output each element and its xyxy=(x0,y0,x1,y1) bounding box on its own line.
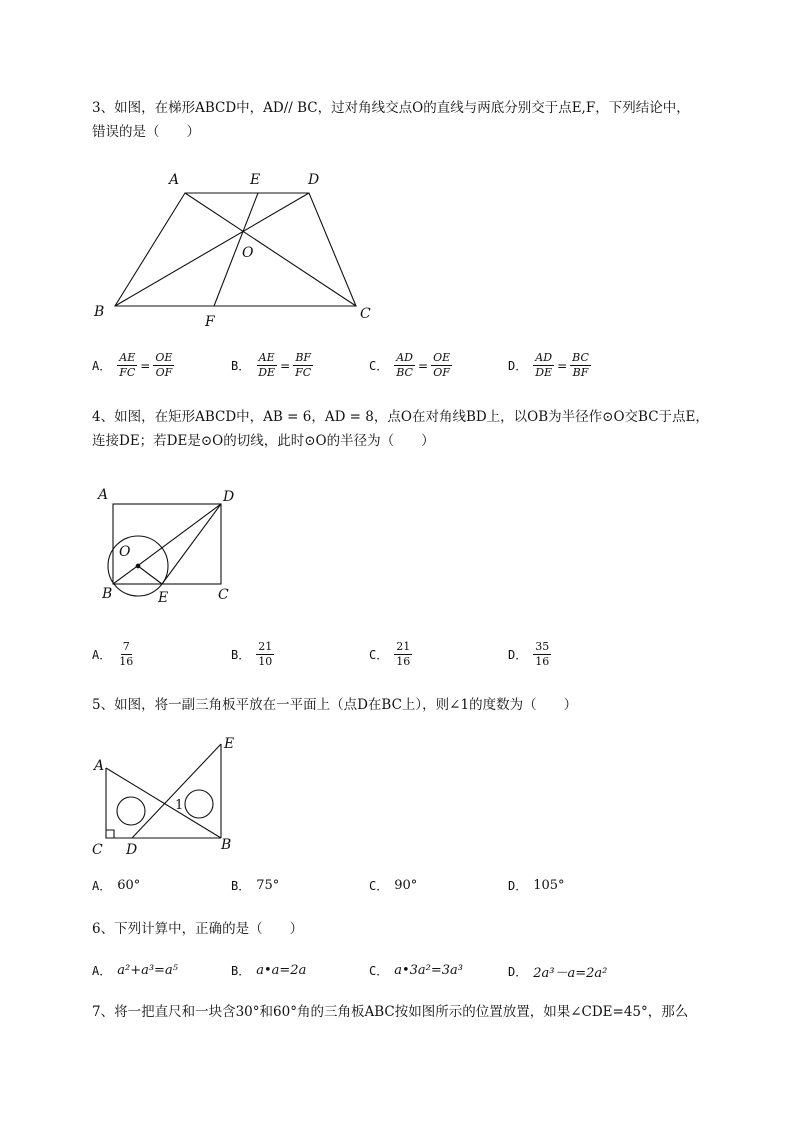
question-5-stem-line1: 5、如图，将一副三角板平放在一平面上（点D在BC上），则∠1的度数为（ ） xyxy=(92,697,578,713)
option-b[interactable]: B． $\frac{21}{10}$ xyxy=(231,640,273,668)
option-c[interactable]: C． 90° xyxy=(369,878,418,893)
option-a[interactable]: A． $\frac{7}{16}$ xyxy=(92,640,134,668)
option-a[interactable]: A． a²+a³=a⁵ xyxy=(92,963,178,978)
question-7-stem-line1: 7、将一把直尺和一块含30°和60°角的三角板ABC按如图所示的位置放置，如果∠CDE=45°，那么 xyxy=(92,1004,689,1020)
right-angle-marker xyxy=(106,830,114,838)
label-o: O xyxy=(242,245,254,261)
hypotenuse-ab xyxy=(106,768,221,838)
option-a[interactable]: A． $\frac{AE}{FC}$ = $\frac{OE}{OF}$ xyxy=(92,351,173,379)
option-c[interactable]: C． a•3a²=3a³ xyxy=(369,963,464,978)
question-3 xyxy=(92,96,690,144)
question-4 xyxy=(92,405,709,453)
hypotenuse-ed xyxy=(132,744,221,838)
label-a: A xyxy=(94,758,105,774)
option-b[interactable]: B． 75° xyxy=(231,878,280,893)
question-6-stem-line1: 6、下列计算中，正确的是（ ） xyxy=(92,921,304,937)
option-c[interactable]: C． $\frac{AD}{BC}$ = $\frac{OE}{OF}$ xyxy=(369,351,451,379)
label-c: C xyxy=(92,842,103,858)
label-d: D xyxy=(308,172,320,188)
option-d[interactable]: D． 2a³－a=2a² xyxy=(508,965,608,981)
hole-right xyxy=(185,790,213,818)
label-c: C xyxy=(360,306,371,322)
label-a: A xyxy=(169,172,180,188)
diagonal-bd xyxy=(115,193,309,306)
label-a: A xyxy=(98,487,109,503)
option-d[interactable]: D． $\frac{AD}{DE}$ = $\frac{BC}{BF}$ xyxy=(508,351,589,379)
question-3-stem-line2: 错误的是（ ） xyxy=(92,124,200,140)
label-f: F xyxy=(205,314,215,330)
question-3-stem-line1: 3、如图，在梯形ABCD中，AD// BC，过对角线交点O的直线与两底分别交于点E,F，下列结论中， xyxy=(92,100,690,116)
rectangle-circle-figure xyxy=(90,480,250,605)
question-4-stem-line1: 4、如图，在矩形ABCD中，AB = 6，AD = 8，点O在对角线BD上，以OB为半径作⊙O交BC于点E， xyxy=(92,409,709,425)
hole-left xyxy=(117,797,145,825)
set-squares-figure xyxy=(88,730,248,860)
diagonal-ac xyxy=(185,193,356,306)
question-4-stem-line2: 连接DE；若DE是⊙O的切线，此时⊙O的半径为（ ） xyxy=(92,433,435,449)
label-e: E xyxy=(250,172,261,188)
center-point-o xyxy=(136,564,140,568)
label-e: E xyxy=(224,736,235,752)
option-b[interactable]: B． $\frac{AE}{DE}$ = $\frac{BF}{FC}$ xyxy=(231,351,312,379)
question-5 xyxy=(92,693,577,717)
line-de xyxy=(162,504,221,584)
option-b[interactable]: B． a•a=2a xyxy=(231,963,307,978)
label-b: B xyxy=(94,304,105,320)
option-c[interactable]: C． $\frac{21}{16}$ xyxy=(369,640,411,668)
label-angle-1: 1 xyxy=(175,798,184,813)
trapezoid-figure xyxy=(88,165,388,335)
radius-oe xyxy=(138,566,162,584)
label-b: B xyxy=(102,586,113,602)
label-c: C xyxy=(218,587,229,603)
option-a[interactable]: A． 60° xyxy=(92,878,141,893)
option-d[interactable]: D． $\frac{35}{16}$ xyxy=(508,640,550,668)
label-o: O xyxy=(119,544,131,560)
label-d: D xyxy=(223,489,235,505)
label-b: B xyxy=(221,837,232,853)
question-6 xyxy=(92,917,303,941)
label-e: E xyxy=(158,590,169,605)
question-7 xyxy=(92,1000,688,1024)
option-d[interactable]: D． 105° xyxy=(508,878,565,893)
label-d: D xyxy=(126,842,138,858)
